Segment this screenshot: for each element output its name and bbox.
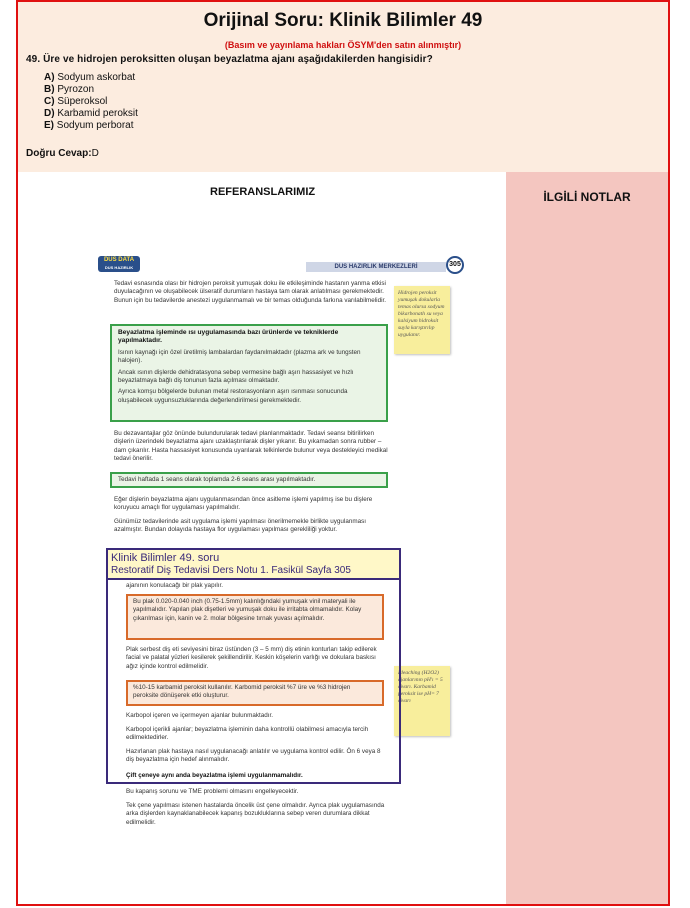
page-title: Orijinal Soru: Klinik Bilimler 49 — [203, 10, 483, 31]
question-number: 49. — [26, 54, 41, 65]
callout-title: Klinik Bilimler 49. soru — [111, 552, 220, 564]
book-paragraph: Eğer dişlerin beyazlatma ajanı uygulanmasından önce asitleme işlemi yapılmış ise bu dişlere koruyucu amaçlı flor uygulaması yapılmalıdır. — [114, 496, 373, 512]
options-list — [44, 72, 138, 132]
question-panel — [18, 2, 668, 172]
question-text — [26, 54, 433, 65]
source-callout — [106, 548, 401, 784]
book-paragraph: Plak serbest diş eti seviyesini biraz üstünden (3 – 5 mm) diş etinin konturları takip edilerek facial ve palatal yüzleri kesilerek şekillendirilir. Keskin köşelerin varlığı ve dokulara baskısı ağız içinde kontrol edilmelidir. — [126, 646, 377, 670]
orange-box: Bu plak 0.020-0.040 inch (0.75-1.5mm) kalınlığındaki yumuşak vinil materyali ile yapılmalıdır. Yapılan plak dişetleri ve yumuşak doku ile irritabta olmamalıdır. Kolay çıkarılması için, kanin ve 2. molar bölgesine tırnak yuvası açılmalıdır. — [126, 594, 384, 640]
book-header-bar: DUS HAZIRLIK MERKEZLERİ — [306, 262, 446, 272]
book-page-number: 305 — [446, 256, 464, 274]
option-b: B) Pyrozon — [44, 84, 95, 95]
book-paragraph: Karbopol içerikli ajanlar; beyazlatma işleminin daha kontrollü olabilmesi amacıyla tercih edilmektedirler. — [126, 726, 369, 742]
book-paragraph: Karbopol içeren ve içermeyen ajanlar bulunmaktadır. — [126, 712, 274, 719]
option-e: E) Sodyum perborat — [44, 120, 134, 131]
book-paragraph: Günümüz tedavilerinde asit uygulama işlemi yapılması önerilmemekle birlikte uygulanması azalmıştır. Bundan dolayıda hastaya flor uygulaması yapılması gerekliliği yoktur. — [114, 518, 366, 534]
book-paragraph: Bu kapanış sorunu ve TME problemi olmasını engelleyecektir. — [126, 788, 299, 795]
notes-panel — [506, 172, 668, 904]
answer-value: D — [91, 148, 99, 159]
callout-source: Restoratif Diş Tedavisi Ders Notu 1. Fasikül Sayfa 305 — [111, 565, 351, 576]
book-paragraph: ajanının konulacağı bir plak yapılır. — [126, 582, 223, 589]
sticky-note: Hidrojen peroksit yumuşak dokularla temas olursa sodyum bikarbonatlı su veya kalsiyum hidroksit suyla karıştırılıp uygulanır. — [394, 286, 450, 354]
notes-heading: İLGİLİ NOTLAR — [543, 190, 631, 204]
sticky-note: Bleaching (H2O2) ajanlarının pH'ı = 5 civarı. Karbamid peroksit ise pH= 7 civarı — [394, 666, 450, 736]
question-body: Üre ve hidrojen peroksitten oluşan beyazlatma ajanı aşağıdakilerden hangisidir? — [43, 54, 433, 65]
book-paragraph: Tek çene yapılması istenen hastalarda öncelik üst çene olmalıdır. Ayrıca plak uygulamasında arka dişlerden kaynaklanabilecek kapanış bozukluklarına sebep veren durumlara dikkat edilmelidir. — [126, 802, 385, 826]
option-c: C) Süperoksol — [44, 96, 108, 107]
option-d: D) Karbamid peroksit — [44, 108, 138, 119]
callout-header — [108, 550, 399, 580]
book-header — [96, 256, 464, 274]
references-heading: REFERANSLARIMIZ — [210, 186, 316, 198]
book-paragraph: Hazırlanan plak hastaya nasıl uygulanacağı anlatılır ve uygulama kontrol edilir. Ön 6 veya 8 diş beyazlatma için hedef alınmalıdır. — [126, 748, 381, 764]
option-a: A) Sodyum askorbat — [44, 72, 136, 83]
book-paragraph: Tedavi esnasında olası bir hidrojen peroksit yumuşak doku ile etkileşiminde hastanın yanma etkisi duyulacağının ve oluşabilecek ülseratif durumların hastaya tam olarak anlatılması gerekmektedir. Bunun için bu tedavilerde anestezi uygulanmamalı ve bir temas olduğunda farkına varılabilmelidir. — [114, 280, 386, 304]
correct-answer — [26, 148, 99, 159]
book-logo: DUS DATA DUS HAZIRLIK MERKEZLERİ — [98, 256, 140, 272]
answer-label: Doğru Cevap: — [26, 148, 92, 159]
book-paragraph: Bu dezavantajlar göz önünde bulundurularak tedavi planlanmaktadır. Tedavi seansı bitirilirken dişlerin üzerindeki beyazlatma ajanı uzaklaştırılarak dişler yıkanır. Bu yıkamadan sonra rubber – dam çıkarılır. Hasta hassasiyet konusunda uyarılarak telkinlerde bulunur veya destekleyici medikal tedavi önerilir. — [114, 430, 388, 463]
green-box: Beyazlatma işleminde ısı uygulamasında bazı ürünlerde ve tekniklerde yapılmaktadır. Isının kaynağı için özel üretilmiş lambalardan faydanılmaktadır (plazma ark ve tungsten halojen). Ancak ısının dişlerde dehidratasyona sebep vermesine bağlı aşırı hassasiyet ve hızlı beyazlatmaya bağlı diş tonunun fazla açılması olmaktadır. Ayrıca komşu bölgelerde bulunan metal restorasyonların aşırı ısınması sonucunda oluşabilecek uygunsuzluklarında değerlendirilmesi gerekmektedir. — [110, 324, 388, 422]
orange-box: %10-15 karbamid peroksit kullanılır. Karbomid peroksit %7 üre ve %3 hidrojen peroksite dönüşerek etki oluşturur. — [126, 680, 384, 706]
green-box: Tedavi haftada 1 seans olarak toplamda 2-6 seans arası yapılmaktadır. — [110, 472, 388, 488]
book-paragraph: Çift çeneye aynı anda beyazlatma işlemi uygulanmamalıdır. — [126, 772, 303, 779]
copyright-note: (Basım ve yayınlama hakları ÖSYM'den satın alınmıştır) — [224, 40, 462, 50]
